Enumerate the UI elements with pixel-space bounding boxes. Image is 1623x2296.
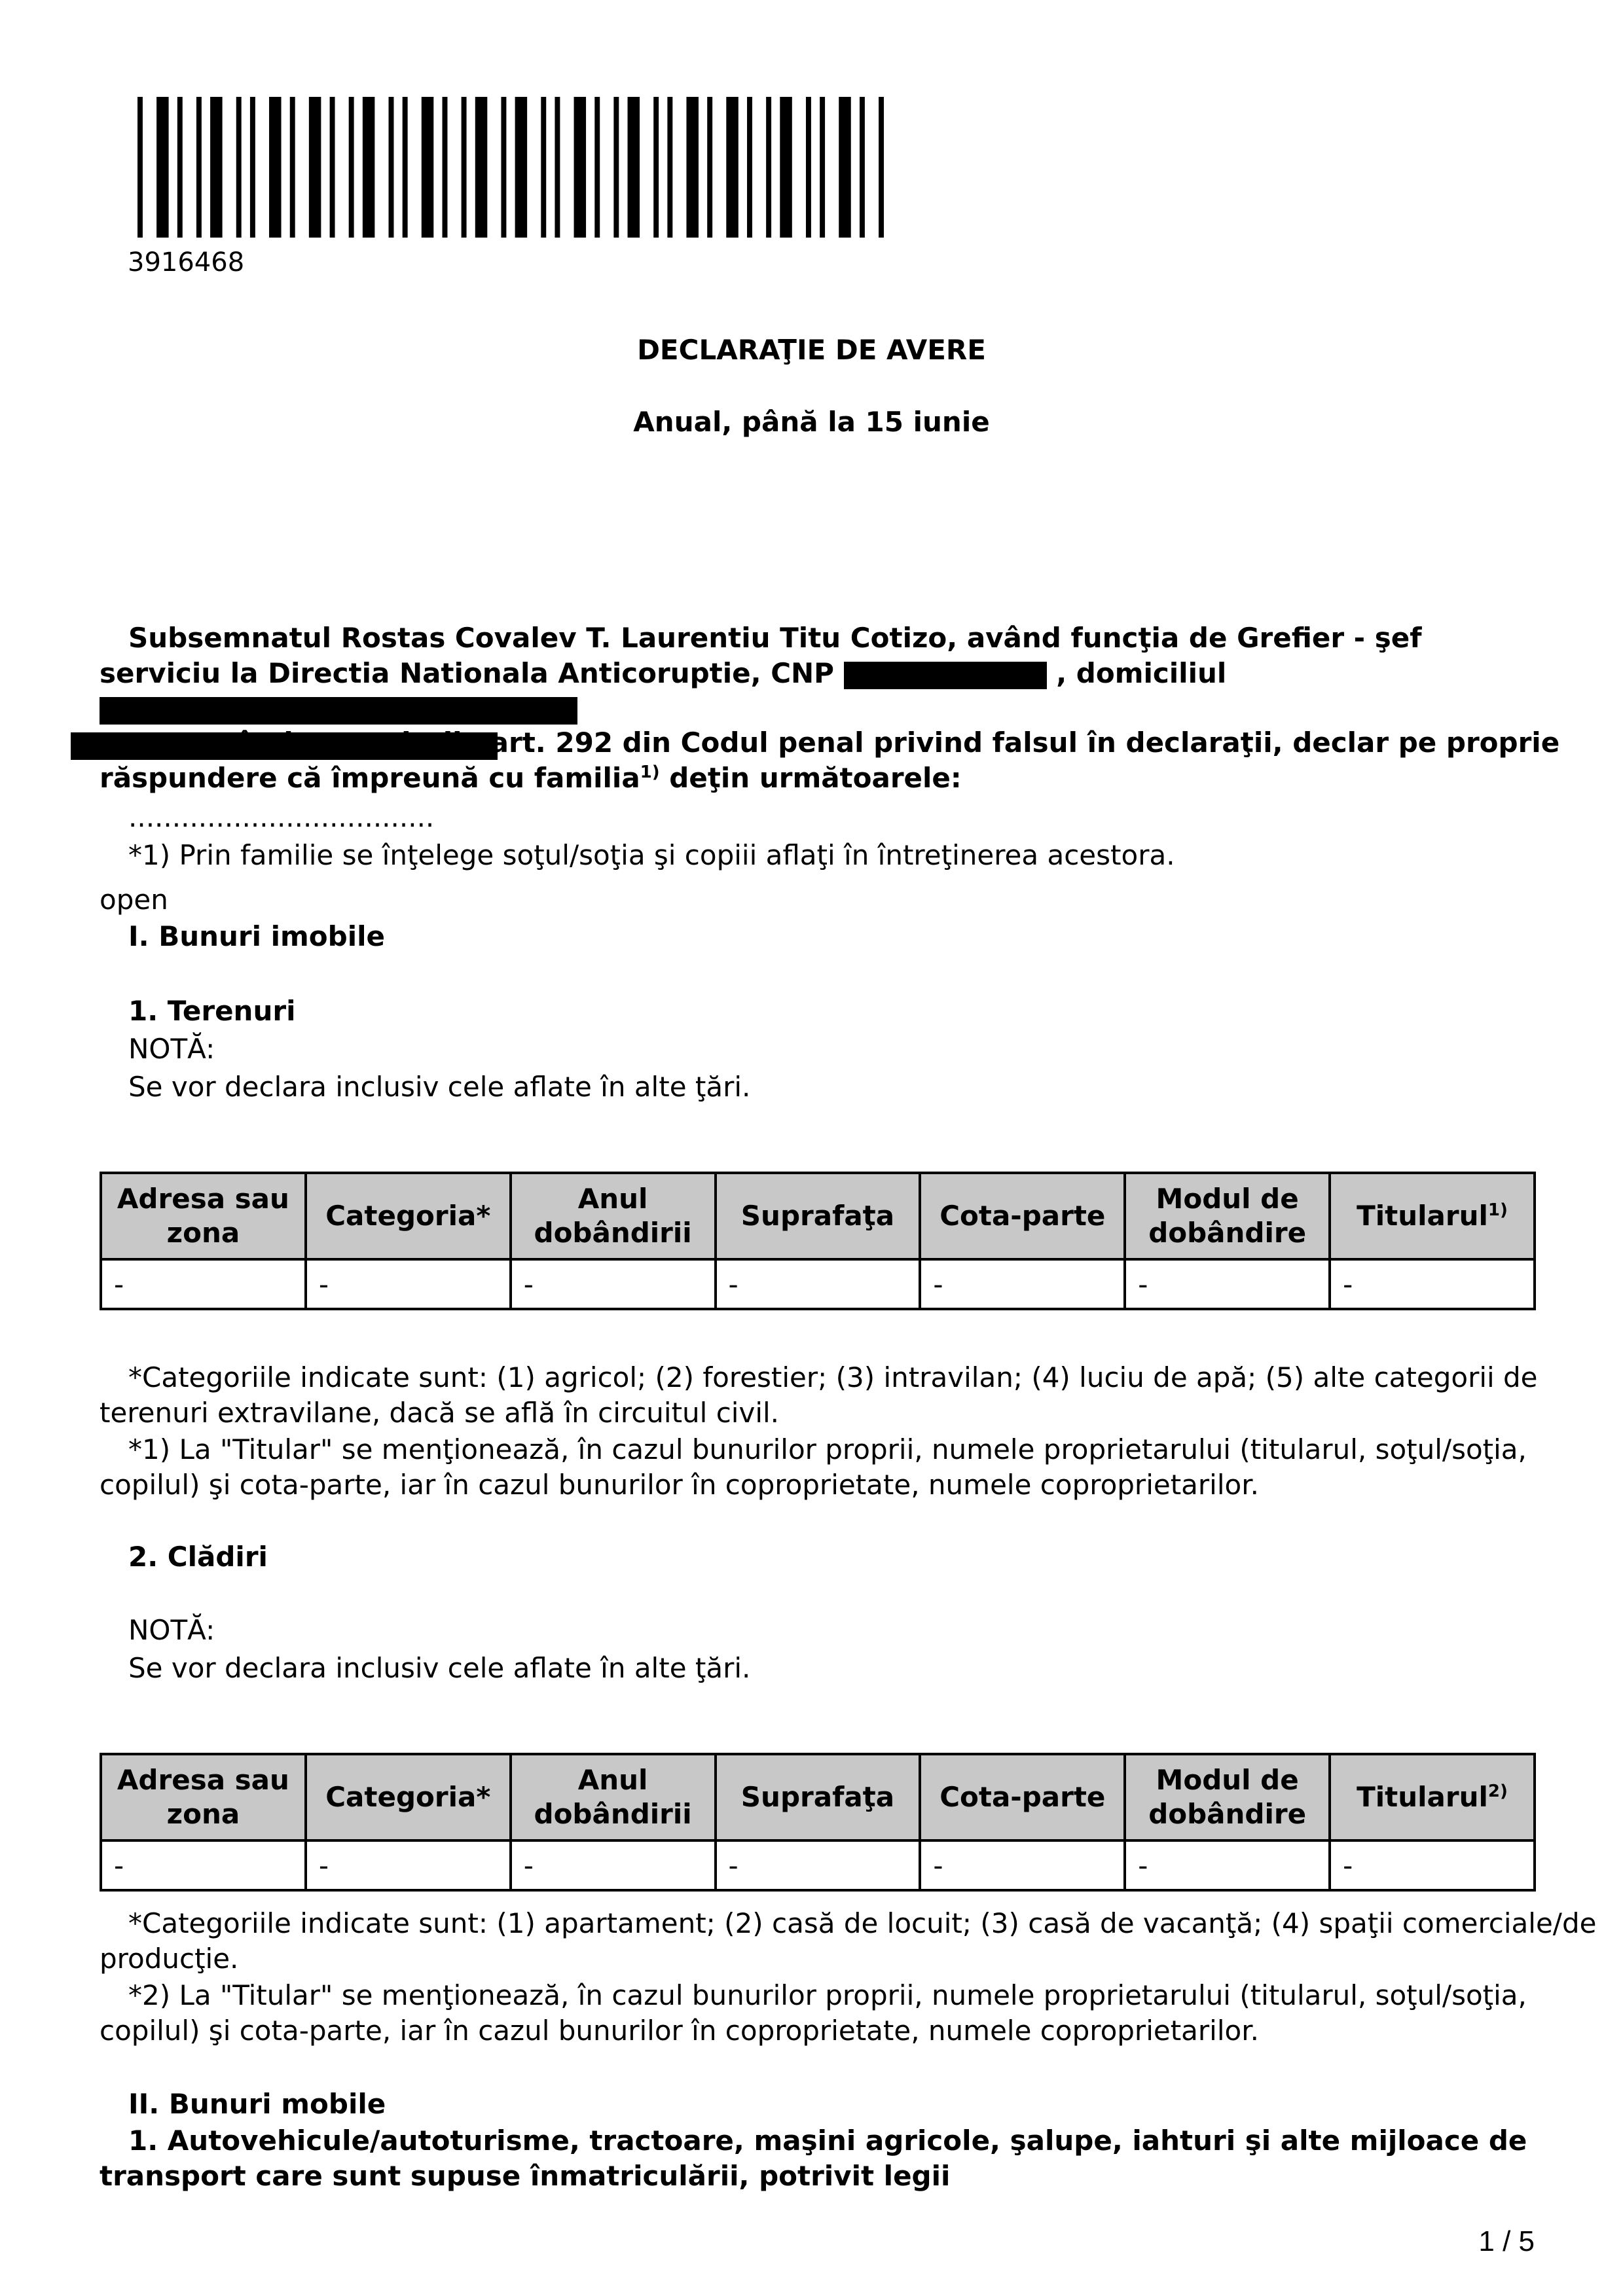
column-header: Cota-parte (920, 1754, 1125, 1840)
barcode-bar (290, 97, 295, 238)
column-header: Modul de dobândire (1125, 1754, 1330, 1840)
cladiri-categories-footnote-2: producţie. (100, 1943, 239, 1975)
cladiri-categories-footnote-1: *Categoriile indicate sunt: (1) apartament; (2) casă de locuit; (3) casă de vacanţă; (4) spaţii comerciale/de (128, 1907, 1597, 1939)
table-cell: - (920, 1840, 1125, 1890)
table-cell: - (920, 1259, 1125, 1309)
document-subtitle: Anual, până la 15 iunie (633, 406, 990, 438)
column-header: Anul dobândirii (511, 1173, 716, 1259)
barcode-bar (879, 97, 884, 238)
note-text: Se vor declara inclusiv cele aflate în alte ţări. (128, 1071, 751, 1103)
barcode-bar (475, 97, 488, 238)
subsection-heading-autovehicule-1: 1. Autovehicule/autoturisme, tractoare, maşini agricole, şalupe, iahturi şi alte mijloace de (128, 2125, 1527, 2157)
terenuri-categories-footnote-1: *Categoriile indicate sunt: (1) agricol; (2) forestier; (3) intravilan; (4) luciu de apă; (5) alte categorii de (128, 1361, 1538, 1393)
terenuri-table (100, 1172, 1536, 1310)
cladiri-titular-footnote-1: *2) La "Titular" se menţionează, în cazul bunurilor proprii, numele proprietarului (titularul, soţul/soţia, (128, 1979, 1527, 2011)
barcode-bar (309, 97, 321, 238)
barcode-bar (766, 97, 771, 238)
table-cell: - (101, 1840, 306, 1890)
column-header: Suprafaţa (716, 1173, 921, 1259)
column-header: Suprafaţa (716, 1754, 921, 1840)
table-cell: - (511, 1840, 716, 1890)
barcode-bar (541, 97, 546, 238)
barcode-bar (594, 97, 600, 238)
intro-text: Subsemnatul Rostas Covalev T. Laurentiu Titu Cotizo, având funcţia de Grefier - şef serviciu la Directia Nationala Anticoruptie, CNP (100, 622, 1422, 689)
barcode-bar (389, 97, 394, 238)
barcode-bar (210, 97, 223, 238)
column-header: Titularul$^{2)}$ (1330, 1754, 1535, 1840)
dots-line: ................................... (128, 801, 435, 833)
barcode-bar (613, 97, 619, 238)
subsection-heading-terenuri: 1. Terenuri (128, 995, 296, 1027)
barcode-bar (501, 97, 506, 238)
barcode-bar (403, 97, 408, 238)
document-title: DECLARAŢIE DE AVERE (637, 334, 986, 366)
table-cell: - (1330, 1840, 1535, 1890)
intro-domicile-label: , domiciliul (1056, 657, 1227, 689)
table-cell: - (1125, 1840, 1330, 1890)
column-header: Modul de dobândire (1125, 1173, 1330, 1259)
family-footnote: *1) Prin familie se înţelege soţul/soţia şi copiii aflaţi în întreţinerea acestora. (128, 839, 1175, 871)
subsection-heading-autovehicule-2: transport care sunt supuse înmatriculării, potrivit legii (100, 2160, 951, 2192)
barcode-bar (574, 97, 587, 238)
table-cell: - (1125, 1259, 1330, 1309)
table-cell: - (1330, 1259, 1535, 1309)
barcode-bar (667, 97, 672, 238)
barcode-bar (177, 97, 183, 238)
note-label: NOTĂ: (128, 1033, 215, 1065)
open-marker: open (100, 884, 168, 916)
barcode (137, 97, 884, 238)
table-cell: - (716, 1259, 921, 1309)
barcode-bar (443, 97, 448, 238)
table-cell: - (101, 1259, 306, 1309)
barcode-bar (349, 97, 354, 238)
barcode-bar (462, 97, 467, 238)
terenuri-titular-footnote-2: copilul) şi cota-parte, iar în cazul bunurilor în coproprietate, numele coproprietarilor. (100, 1469, 1259, 1501)
barcode-bar (628, 97, 640, 238)
redacted-address (100, 697, 577, 725)
barcode-bar (515, 97, 528, 238)
table-cell: - (716, 1840, 921, 1890)
column-header: Titularul$^{1)}$ (1330, 1173, 1535, 1259)
page-number: 1 / 5 (1478, 2225, 1535, 2257)
barcode-bar (780, 97, 792, 238)
column-header: Anul dobândirii (511, 1754, 716, 1840)
barcode-bar (269, 97, 282, 238)
column-header: Categoria* (306, 1173, 511, 1259)
subsection-heading-cladiri: 2. Clădiri (128, 1541, 268, 1573)
barcode-bar (653, 97, 659, 238)
column-header: Cota-parte (920, 1173, 1125, 1259)
table-cell: - (511, 1259, 716, 1309)
barcode-bar (330, 97, 335, 238)
cladiri-titular-footnote-2: copilul) şi cota-parte, iar în cazul bunurilor în coproprietate, numele coproprietarilor. (100, 2015, 1259, 2047)
barcode-bar (250, 97, 255, 238)
note-label: NOTĂ: (128, 1614, 215, 1646)
column-header: Adresa sau zona (101, 1173, 306, 1259)
barcode-bar (196, 97, 202, 238)
table-row (101, 1259, 1535, 1309)
table-row (101, 1840, 1535, 1890)
redacted-cnp (844, 662, 1047, 689)
barcode-bar (747, 97, 752, 238)
terenuri-categories-footnote-2: terenuri extravilane, dacă se află în circuitul civil. (100, 1397, 780, 1429)
declaration-line-1: cunoscând prevederile art. 292 din Codul penal privind falsul în declaraţii, declar pe proprie (128, 726, 1560, 759)
barcode-bar (363, 97, 375, 238)
barcode-bar (839, 97, 851, 238)
table-cell: - (306, 1259, 511, 1309)
barcode-bar (555, 97, 560, 238)
table-header-row (101, 1754, 1535, 1840)
barcode-bar (137, 97, 143, 238)
barcode-bar (707, 97, 712, 238)
section-heading-bunuri-imobile: I. Bunuri imobile (128, 920, 386, 952)
terenuri-titular-footnote-1: *1) La "Titular" se menţionează, în cazul bunurilor proprii, numele proprietarului (titularul, soţul/soţia, (128, 1433, 1527, 1465)
column-header: Adresa sau zona (101, 1754, 306, 1840)
barcode-number: 3916468 (128, 247, 245, 278)
barcode-bar (820, 97, 825, 238)
barcode-bar (860, 97, 865, 238)
section-heading-bunuri-mobile: II. Bunuri mobile (128, 2088, 386, 2120)
barcode-bar (236, 97, 242, 238)
barcode-bar (156, 97, 169, 238)
cladiri-table (100, 1753, 1536, 1892)
barcode-bar (686, 97, 699, 238)
table-cell: - (306, 1840, 511, 1890)
column-header: Categoria* (306, 1754, 511, 1840)
table-header-row (101, 1173, 1535, 1259)
barcode-bar (726, 97, 739, 238)
declaration-line-2: răspundere că împreună cu familia$^{1)}$ deţin următoarele: (100, 762, 962, 794)
barcode-bar (422, 97, 434, 238)
barcode-bar (806, 97, 811, 238)
note-text: Se vor declara inclusiv cele aflate în alte ţări. (128, 1652, 751, 1684)
